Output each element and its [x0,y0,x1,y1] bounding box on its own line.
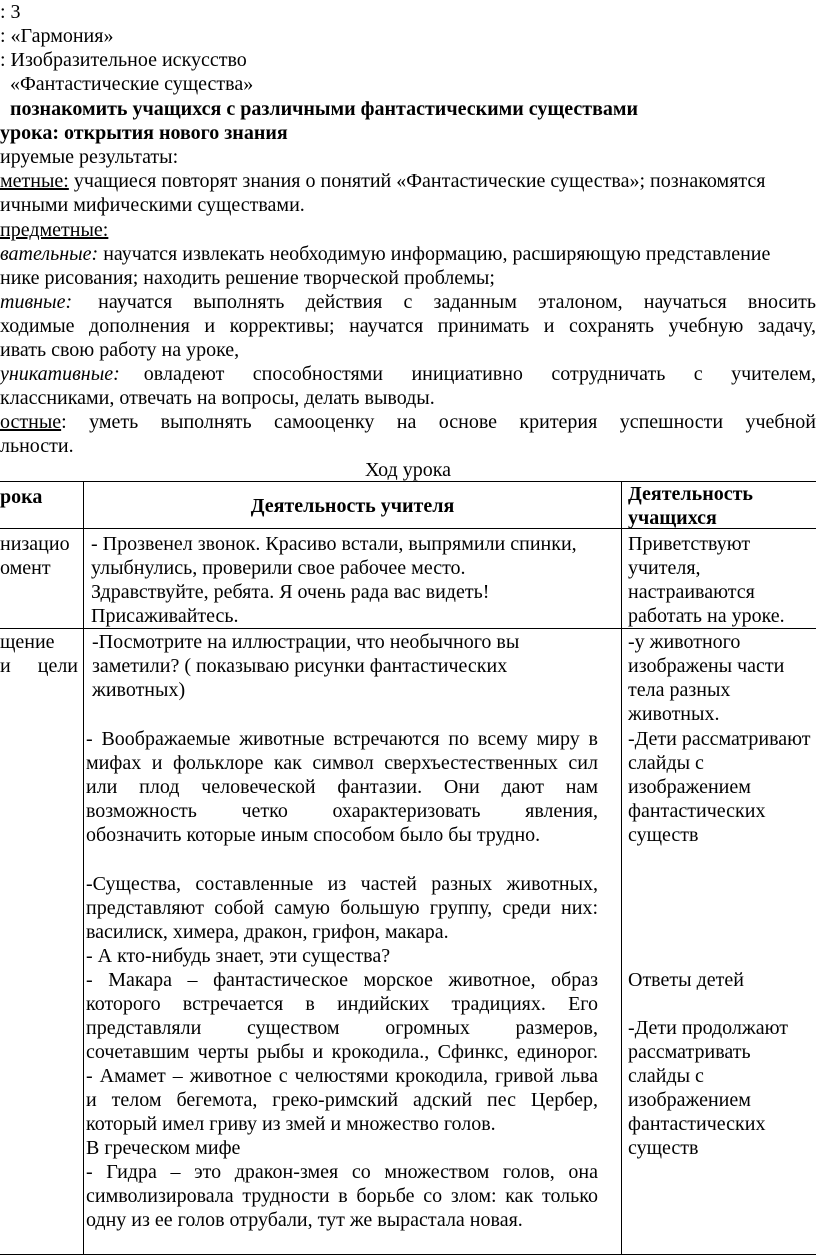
communicative-cont: классниками, отвечать на вопросы, делать выводы. [0,387,435,409]
row2-teacher-line: заметили? ( показываю рисунки фантастических [92,655,508,677]
table-row1-border [0,628,816,629]
cognitive-text: научатся извлекать необходимую информацию, расширяющую представление [98,243,771,265]
row2-teacher-line: представляли существом огромных размеров, [86,1017,598,1039]
row2-teacher-line: обозначить которые иным способом было бы трудно. [86,824,541,846]
row2-teacher-line: - Воображаемые животные встречаются по всему миру в [86,728,598,750]
regulative-line [0,290,816,314]
subject-line: : Изобразительное искусство [0,49,247,71]
row2-teacher-line: - Амамет – животное с челюстями крокодила, гривой льва [86,1065,598,1087]
row1-students [628,532,785,628]
personal-label: остные [0,411,62,433]
regulative-text: научатся выполнять действия с заданным эталоном, научаться вносить [98,291,816,313]
personal-line [0,410,816,434]
row1-teacher-line1: - Прозвенел звонок. Красиво встали, выпрямили спинки, [91,533,577,555]
goal-line: познакомить учащихся с различными фантастическими существами [10,98,639,120]
row2-teacher-line: - Гидра – это дракон-змея со множеством голов, она [86,1161,598,1183]
table-col-divider-1 [83,481,84,1255]
row2-stage-word-2: цели [37,655,78,677]
row2-stage-line2 [0,654,78,678]
subject-results-text: учащиеся повторят знания о понятий «Фантастические существа»; познакомятся [68,170,766,192]
personal-text: : уметь выполнять самооценку на основе критерия успешности учебной [61,411,816,433]
row1-stage [0,532,70,580]
row2-students-line: -Дети рассматривают [628,728,811,750]
row2-students-line: -у животного [628,631,741,653]
row2-students-line: изображением [628,776,751,798]
regulative-cont: ходимые дополнения и коррективы; научатся принимать и сохранять учебную задачу, [0,315,816,337]
subject-results-label: метные: [0,170,69,192]
metasubject-label: предметные: [0,219,109,241]
row2-teacher-line: - А кто-нибудь знает, эти существа? [86,945,391,967]
row1-stage-line2: омент [0,557,51,579]
subject-results-cont: ичными мифическими существами. [0,194,305,216]
row2-students-line: существ [628,824,699,846]
row2-teacher-line: василиск, химера, дракон, грифон, макара. [86,921,449,943]
row2-students-line: рассматривать [628,1041,751,1063]
row1-students-line2: учителя, [628,557,701,579]
communicative-label: уникативные: [0,363,120,385]
regulative-cont-2: ивать свою работу на уроке, [0,339,240,361]
col-teacher-header: Деятельность учителя [250,495,455,517]
row2-teacher-line: -Посмотрите на иллюстрации, что необычного вы [92,631,520,653]
row2-teacher-line: одну из ее голов отрубали, тут же вырастала новая. [86,1209,523,1231]
communicative-text: овладеют способностями инициативно сотрудничать с учителем, [143,363,816,385]
row2-teacher-line: животных) [92,679,186,701]
col-students-header-line1: Деятельность [628,483,753,505]
col-stage-header: рока [0,486,43,508]
cognitive-line [0,242,816,266]
row1-students-line4: работать на уроке. [628,605,785,627]
communicative-line [0,362,816,386]
row2-students-line: изображением [628,1089,751,1111]
cognitive-label: вательные: [0,243,99,265]
row1-students-line3: настраиваются [628,581,755,603]
lesson-number: : 3 [0,1,21,23]
row2-teacher-line: мифах и фольклоре как символ сверхъестественных сил [86,752,598,774]
section-title: Ход урока [364,459,452,481]
row2-stage-word-1: и [0,655,11,677]
row2-students-line: слайды с [628,1065,704,1087]
row2-teacher-line: В греческом мифе [86,1137,241,1159]
personal-cont: льности. [0,435,74,457]
row2-students-line: -Дети продолжают [628,1017,788,1039]
row1-teacher-line2: улыбнулись, проверили свое рабочее место. [91,557,466,579]
subject-results-line [0,169,816,193]
row2-teacher-line: -Существа, составленные из частей разных животных, [86,873,598,895]
cognitive-cont: нике рисования; находить решение творческой проблемы; [0,267,495,289]
row1-teacher-line4: Присаживайтесь. [91,605,239,627]
row2-teacher-line: который имел гриву из змей и множество голов. [86,1113,496,1135]
col-students-header [628,482,753,530]
row2-students-line: слайды с [628,752,704,774]
row2-students-line: изображены части [628,655,785,677]
row2-students-line: животных. [628,703,720,725]
row1-teacher [91,532,616,628]
row2-teacher-line: или плод человеческой фантазии. Они дают нам [86,776,598,798]
row2-teacher-line: сочетавшим черты рыбы и крокодила., Сфинкс, единорог. [86,1041,598,1063]
planned-results-line: ируемые результаты: [0,146,179,168]
lesson-type-line: урока: открытия нового знания [0,122,288,144]
row2-students-line: существ [628,1137,699,1159]
row2-students-line: фантастических [628,800,766,822]
row2-stage-line1: щение [0,631,55,653]
row2-teacher-line: - Макара – фантастическое морское животное, образ [86,969,598,991]
row2-teacher-line: представляют собой самую большую группу, среди них: [86,897,598,919]
table-col-divider-2 [621,481,622,1255]
row2-teacher-line: и телом бегемота, греко-римский адский пес Цербер, [86,1089,598,1111]
col-students-header-line2: учащихся [628,507,717,529]
row2-teacher-line: символизировала трудности в борьбе со злом: как только [86,1185,598,1207]
row1-stage-line1: низацио [0,533,70,555]
row2-students-line: Ответы детей [628,969,744,991]
row1-teacher-line3: Здравствуйте, ребята. Я очень рада вас видеть! [91,581,490,603]
row1-students-line1: Приветствуют [628,533,751,555]
row2-students-line: тела разных [628,679,731,701]
program-line: : «Гармония» [0,25,114,47]
row2-teacher-line: возможность четко охарактеризовать явления, [86,800,598,822]
topic-line: «Фантастические существа» [10,73,254,95]
row2-students-line: фантастических [628,1113,766,1135]
regulative-label: тивные: [0,291,73,313]
table-bottom-border [0,1254,816,1255]
row2-teacher-line: которого встречается в индийских традициях. Его [86,993,598,1015]
